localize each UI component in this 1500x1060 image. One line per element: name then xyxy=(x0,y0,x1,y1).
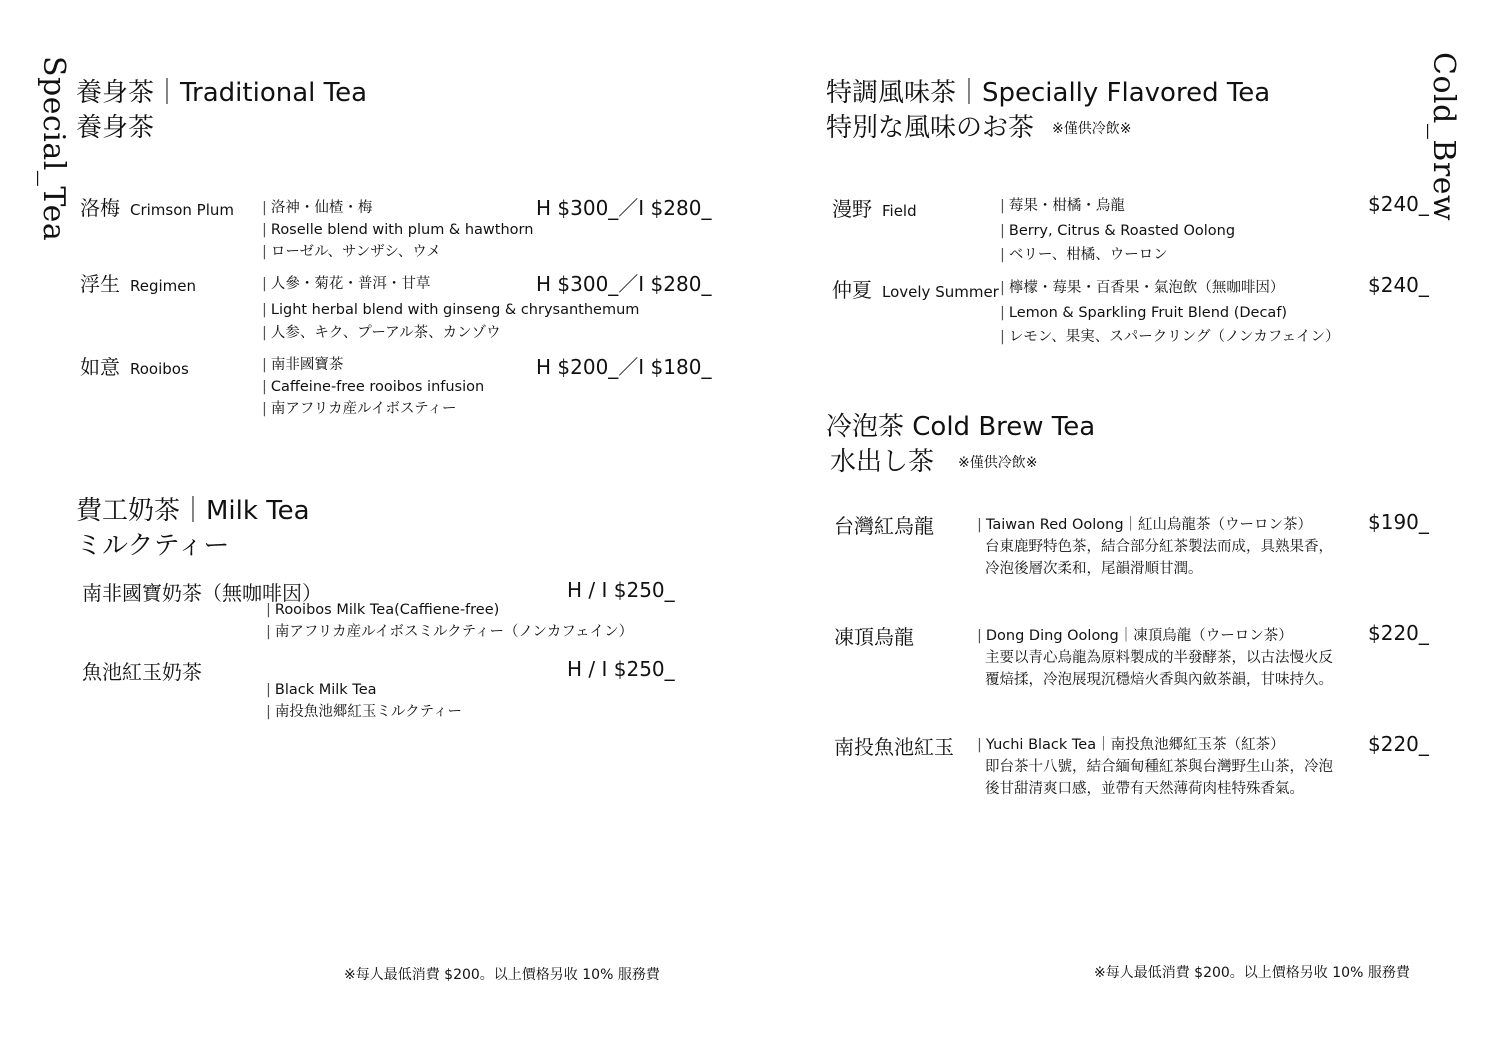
cold-only-note: ※僅供冷飲※ xyxy=(958,454,1038,471)
menu-item-description: | Rooibos Milk Tea(Caffiene-free) | 南アフリカ産ルイボスミルクティー（ノンカフェイン） xyxy=(266,602,634,640)
desc-line: Lemon & Sparkling Fruit Blend (Decaf) xyxy=(1008,304,1288,321)
menu-item-description: | 莓果・柑橘・烏龍 | Berry, Citrus & Roasted Oolong | ベリー、柑橘、ウーロン xyxy=(1000,198,1236,263)
menu-item-price: H / I $250_ xyxy=(567,578,675,602)
traditional-tea-subheading: 養身茶 xyxy=(76,113,155,143)
flavored-tea-subheading xyxy=(826,111,1131,146)
menu-item-description: | Yuchi Black Tea｜南投魚池郷紅玉茶（紅茶） 即台茶十八號，結合緬甸種紅茶與台灣野生山茶，冷泡 後甘甜清爽口感，並帶有天然薄荷肉桂特殊香氣。 xyxy=(977,734,1333,800)
desc-line: Light herbal blend with ginseng & chrysanthemum xyxy=(270,301,640,318)
menu-item-description: | Black Milk Tea | 南投魚池郷紅玉ミルクティー xyxy=(266,682,462,720)
milk-tea-subheading: ミルクティー xyxy=(76,531,230,561)
menu-item-name: 魚池紅玉奶茶 xyxy=(82,660,202,684)
cold-brew-subheading xyxy=(830,445,1037,480)
menu-item-price: $220_ xyxy=(1368,621,1429,645)
desc-line: 南アフリカ産ルイボスティー xyxy=(270,401,457,417)
desc-line: レモン、果実、スパークリング（ノンカフェイン） xyxy=(1008,329,1340,345)
desc-line: 即台茶十八號，結合緬甸種紅茶與台灣野生山茶，冷泡 xyxy=(985,759,1333,775)
desc-line: 冷泡後層次柔和，尾韻滑順甘潤。 xyxy=(985,561,1203,577)
cold-brew-subheading-text: 水出し茶 xyxy=(830,447,935,477)
menu-item-name-en: Lovely Summer xyxy=(882,283,999,301)
menu-item-name-zh: 洛梅 xyxy=(80,196,120,220)
milk-tea-heading: 費工奶茶｜Milk Tea xyxy=(76,496,310,526)
flavored-tea-subheading-text: 特別な風味のお茶 xyxy=(826,113,1035,143)
menu-item-name-en: Field xyxy=(882,202,917,220)
desc-head: Yuchi Black Tea｜南投魚池郷紅玉茶（紅茶） xyxy=(985,737,1285,753)
menu-item-description: | 檸檬・莓果・百香果・氣泡飲（無咖啡因） | Lemon & Sparkling Fruit Blend (Decaf) | レモン、果実、スパークリング（ノンカフェイン） xyxy=(1000,280,1340,345)
menu-item-description: | Dong Ding Oolong｜凍頂烏龍（ウーロン茶） 主要以青心烏龍為原料製成的半發酵茶，以古法慢火反 覆焙揉，冷泡展現沉穩焙火香與內斂茶韻，甘味持久。 xyxy=(977,625,1333,691)
footnote-left: ※每人最低消費 $200。以上價格另收 10% 服務費 xyxy=(344,967,660,983)
menu-item-price: $190_ xyxy=(1368,510,1429,534)
menu-item-price: $240_ xyxy=(1368,192,1429,216)
menu-item-name: 南投魚池紅玉 xyxy=(834,735,954,759)
menu-item-name-zh: 漫野 xyxy=(832,197,872,221)
menu-item-name-en: Crimson Plum xyxy=(130,201,235,219)
desc-line: Black Milk Tea xyxy=(274,682,377,698)
menu-item-name-zh: 如意 xyxy=(80,355,120,379)
desc-line: 南非國寶茶 xyxy=(270,357,344,373)
menu-item-name xyxy=(832,274,999,303)
menu-item-name-en: Rooibos xyxy=(130,360,189,378)
menu-item-name-zh: 仲夏 xyxy=(832,278,872,302)
desc-line: 南投魚池郷紅玉ミルクティー xyxy=(274,704,462,720)
desc-line: 台東鹿野特色茶，結合部分紅茶製法而成，具熟果香， xyxy=(985,539,1333,555)
menu-item-description: | 洛神・仙楂・梅 | Roselle blend with plum & hawthorn | ローゼル、サンザシ、ウメ xyxy=(262,200,534,260)
menu-item-name: 台灣紅烏龍 xyxy=(834,514,934,538)
flavored-tea-heading: 特調風味茶｜Specially Flavored Tea xyxy=(826,78,1271,108)
desc-line: 後甘甜清爽口感，並帶有天然薄荷肉桂特殊香氣。 xyxy=(985,781,1304,797)
desc-line: 人參・菊花・普洱・甘草 xyxy=(270,276,431,292)
menu-item-name xyxy=(832,193,917,222)
menu-item-price: $240_ xyxy=(1368,273,1429,297)
menu-item-price: $220_ xyxy=(1368,732,1429,756)
menu-item-description: | 人參・菊花・普洱・甘草 | Light herbal blend with ginseng & chrysanthemum | 人参、キク、プーアル茶、カンゾウ xyxy=(262,276,640,341)
desc-line: Berry, Citrus & Roasted Oolong xyxy=(1008,222,1236,239)
traditional-tea-heading: 養身茶｜Traditional Tea xyxy=(76,78,368,108)
desc-line: 南アフリカ産ルイボスミルクティー（ノンカフェイン） xyxy=(274,624,634,640)
desc-line: ローゼル、サンザシ、ウメ xyxy=(270,244,441,260)
menu-item-name: 南非國寶奶茶（無咖啡因） xyxy=(82,581,322,605)
desc-line: Roselle blend with plum & hawthorn xyxy=(270,222,534,238)
desc-line: Caffeine-free rooibos infusion xyxy=(270,379,485,395)
menu-item-price: H $300_／I $280_ xyxy=(536,272,712,296)
menu-item-name xyxy=(80,192,234,221)
menu-item-name xyxy=(80,268,196,297)
desc-line: 人参、キク、プーアル茶、カンゾウ xyxy=(270,325,501,341)
menu-item-name-en: Regimen xyxy=(130,277,197,295)
desc-line: 莓果・柑橘・烏龍 xyxy=(1008,198,1125,214)
menu-item-name xyxy=(80,351,189,380)
menu-item-name: 凍頂烏龍 xyxy=(834,625,914,649)
desc-head: Taiwan Red Oolong｜紅山烏龍茶（ウーロン茶） xyxy=(985,517,1313,533)
menu-item-price: H $300_／I $280_ xyxy=(536,196,712,220)
menu-item-name-zh: 浮生 xyxy=(80,272,120,296)
desc-line: 主要以青心烏龍為原料製成的半發酵茶，以古法慢火反 xyxy=(985,650,1333,666)
footnote-right: ※每人最低消費 $200。以上價格另收 10% 服務費 xyxy=(1094,965,1410,981)
desc-line: ベリー、柑橘、ウーロン xyxy=(1008,247,1168,263)
desc-line: 檸檬・莓果・百香果・氣泡飲（無咖啡因） xyxy=(1008,280,1285,296)
cold-only-note: ※僅供冷飲※ xyxy=(1052,120,1132,137)
menu-item-description: | Taiwan Red Oolong｜紅山烏龍茶（ウーロン茶） 台東鹿野特色茶，結合部分紅茶製法而成，具熟果香， 冷泡後層次柔和，尾韻滑順甘潤。 xyxy=(977,514,1333,580)
menu-item-description: | 南非國寶茶 | Caffeine-free rooibos infusion | 南アフリカ産ルイボスティー xyxy=(262,357,485,417)
menu-item-price: H / I $250_ xyxy=(567,657,675,681)
side-title-special-tea: Special_Tea xyxy=(36,56,71,242)
menu-item-price: H $200_／I $180_ xyxy=(536,355,712,379)
cold-brew-heading: 冷泡茶 Cold Brew Tea xyxy=(826,412,1096,442)
desc-line: 洛神・仙楂・梅 xyxy=(270,200,373,216)
desc-head: Dong Ding Oolong｜凍頂烏龍（ウーロン茶） xyxy=(985,628,1293,644)
desc-line: 覆焙揉，冷泡展現沉穩焙火香與內斂茶韻，甘味持久。 xyxy=(985,672,1333,688)
desc-line: Rooibos Milk Tea(Caffiene-free) xyxy=(274,602,500,618)
side-title-cold-brew: Cold_Brew xyxy=(1426,52,1461,222)
